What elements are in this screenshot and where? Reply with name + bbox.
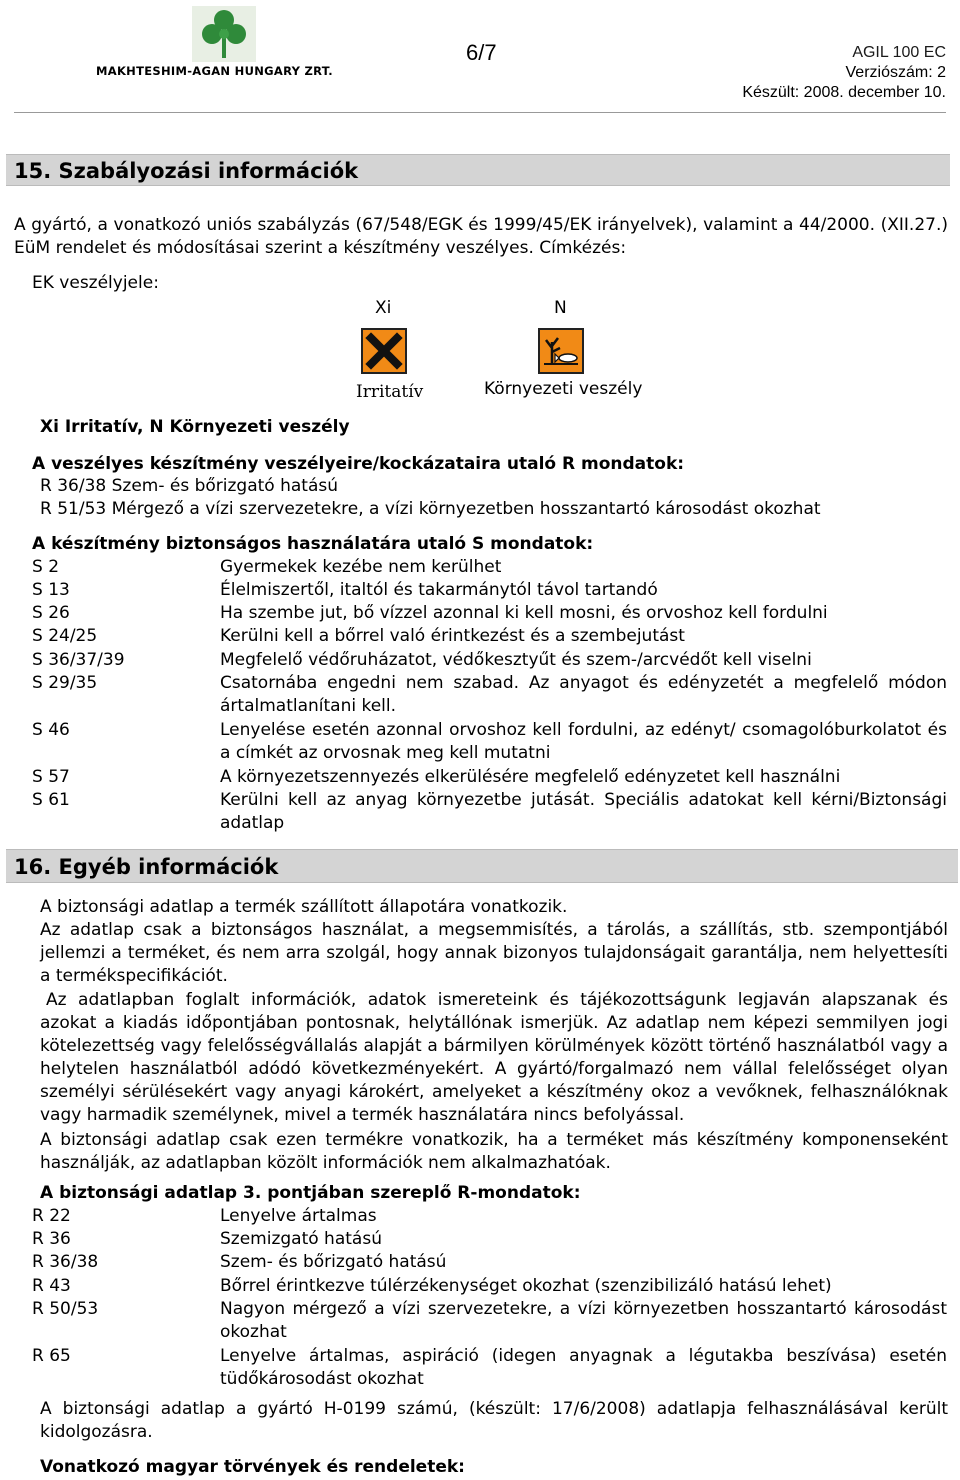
s-phrase-code: S 57 — [32, 767, 70, 787]
company-logo — [192, 4, 256, 62]
hazard-classification: Xi Irritatív, N Környezeti veszély — [40, 417, 350, 437]
s-phrase-text: Csatornába engedni nem szabad. Az anyagot és edényzetét a megfelelő módon ártalmatlanítani kell. — [220, 673, 947, 716]
r-phrase-code: R 36 — [32, 1229, 71, 1249]
s-phrase-code: S 24/25 — [32, 626, 98, 646]
s-phrase-text: Gyermekek kezébe nem kerülhet — [220, 557, 502, 577]
s-phrase-code: S 13 — [32, 580, 70, 600]
section-16-paragraph: Az adatlapban foglalt információk, adatok ismereteink és tájékozottságunk legjaván alapszanak és azokat a kiadás időpontjában pontosnak, helytállónak ismerjük. Az adatlap nem képezi semmilyen jogi kötelezettség vagy felelősségvállalás alapját a bármilyen körülmények között történő használatból vagy a helytelen használatból adódó következményekért. A gyártó/forgalmazó nem vállal felelősséget olyan személyi sérülésekért vagy anyagi károkért, amelyeket a készítmény okoz a vevőknek, felhasználóknak vagy harmadik személynek, mivel a termék használatára nincs befolyással. — [40, 990, 948, 1125]
r-phrases-heading: A veszélyes készítmény veszélyeire/kockázataira utaló R mondatok: — [32, 454, 685, 474]
document-date: Készült: 2008. december 10. — [742, 84, 946, 101]
s-phrase-code: S 29/35 — [32, 673, 98, 693]
r-phrase-text: Lenyelve ártalmas — [220, 1206, 377, 1226]
r-phrase-code: R 50/53 — [32, 1299, 99, 1319]
s-phrase-text: Kerülni kell az anyag környezetbe jutását. Speciális adatokat kell kérni/Biztonsági adatlap — [220, 790, 947, 833]
page-number: 6/7 — [466, 40, 497, 65]
r-phrases-section3-heading: A biztonsági adatlap 3. pontjában szereplő R-mondatok: — [40, 1183, 581, 1203]
s-phrase-code: S 2 — [32, 557, 60, 577]
s-phrases-heading: A készítmény biztonságos használatára utaló S mondatok: — [32, 534, 594, 554]
s-phrase-code: S 36/37/39 — [32, 650, 125, 670]
document-title: AGIL 100 EC — [852, 44, 946, 61]
s-phrase-code: S 61 — [32, 790, 70, 810]
section-16-paragraph: Az adatlap csak a biztonságos használat, a megsemmisítés, a tárolás, a szállítás, stb. szempontjából jellemzi a terméket, és nem arra szolgál, hogy annak bizonyos tulajdonságait garantálja, nem helyettesíti a termékspecifikációt. — [40, 920, 948, 986]
ek-hazard-label: EK veszélyjele: — [32, 273, 159, 293]
r-phrase-text: Szem- és bőrizgató hatású — [220, 1252, 447, 1272]
r-phrase-item: R 36/38 Szem- és bőrizgató hatású — [40, 476, 339, 496]
environment-hazard-icon — [538, 328, 584, 374]
section-16-paragraph: A biztonsági adatlap csak ezen termékre vonatkozik, ha a terméket más készítmény komponenseként használják, az adatlapban közölt információk nem alkalmazhatóak. — [40, 1130, 948, 1173]
cross-icon — [361, 328, 407, 374]
section-16-heading: 16. Egyéb információk — [6, 849, 958, 883]
section-16-paragraph: A biztonsági adatlap a termék szállított állapotára vonatkozik. — [40, 897, 568, 917]
s-phrase-code: S 26 — [32, 603, 70, 623]
symbol-code-xi: Xi — [375, 298, 392, 318]
s-phrase-text: Ha szembe jut, bő vízzel azonnal ki kell mosni, és orvoshoz kell fordulni — [220, 603, 828, 623]
header-divider — [14, 112, 946, 113]
symbol-label-environment: Környezeti veszély — [484, 379, 643, 399]
symbol-label-irritant: Irritatív — [356, 382, 424, 402]
s-phrase-text: Élelmiszertől, italtól és takarmánytól távol tartandó — [220, 580, 658, 600]
section-16-paragraph: A biztonsági adatlap a gyártó H-0199 számú, (készült: 17/6/2008) adatlapja felhasználásával került kidolgozásra. — [40, 1399, 948, 1442]
s-phrase-text: Megfelelő védőruházatot, védőkesztyűt és szem-/arcvédőt kell viselni — [220, 650, 812, 670]
r-phrase-text: Nagyon mérgező a vízi szervezetekre, a vízi környezetben hosszantartó károsodást okozhat — [220, 1299, 947, 1342]
s-phrase-text: Lenyelése esetén azonnal orvoshoz kell fordulni, az edényt/ csomagolóburkolatot és a címkét az orvosnak meg kell mutatni — [220, 720, 947, 763]
s-phrase-code: S 46 — [32, 720, 70, 740]
r-phrase-code: R 43 — [32, 1276, 71, 1296]
section-15-heading: 15. Szabályozási információk — [6, 154, 950, 186]
r-phrase-text: Lenyelve ártalmas, aspiráció (idegen anyagnak a légutakba beszívása) esetén tüdőkárosodást okozhat — [220, 1346, 947, 1389]
r-phrase-text: Bőrrel érintkezve túlérzékenységet okozhat (szenzibilizáló hatású lehet) — [220, 1276, 832, 1296]
r-phrase-text: Szemizgató hatású — [220, 1229, 382, 1249]
s-phrase-text: Kerülni kell a bőrrel való érintkezést és a szembejutást — [220, 626, 685, 646]
r-phrase-code: R 36/38 — [32, 1252, 99, 1272]
r-phrase-code: R 65 — [32, 1346, 71, 1366]
r-phrase-code: R 22 — [32, 1206, 71, 1226]
company-name: MAKHTESHIM-AGAN HUNGARY ZRT. — [96, 64, 333, 78]
section-15-intro: A gyártó, a vonatkozó uniós szabályzás (67/548/EGK és 1999/45/EK irányelvek), valamint a 44/2000. (XII.27.) EüM rendelet és módosításai szerint a készítmény veszélyes. Címkézés: — [14, 215, 948, 258]
document-version: Verziószám: 2 — [845, 64, 946, 81]
s-phrase-text: A környezetszennyezés elkerülésére megfelelő edényzetet kell használni — [220, 767, 841, 787]
symbol-code-n: N — [554, 298, 567, 318]
r-phrase-item: R 51/53 Mérgező a vízi szervezetekre, a vízi környezetben hosszantartó károsodást okozhat — [40, 499, 821, 519]
laws-heading: Vonatkozó magyar törvények és rendeletek: — [40, 1457, 465, 1477]
